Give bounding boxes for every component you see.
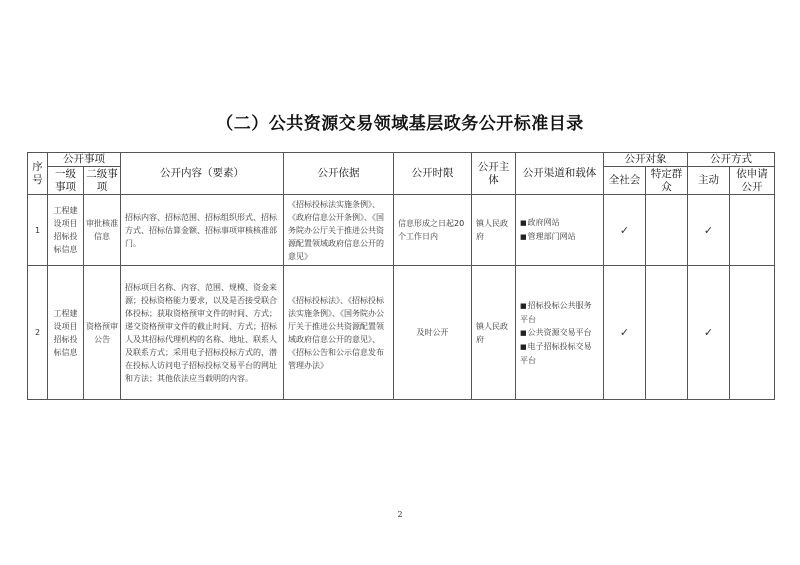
row-level2: 资格预审公告 — [84, 266, 121, 400]
header-level1: 一级事项 — [48, 167, 84, 195]
row-channels — [516, 195, 604, 266]
row-basis: 《招标投标法实施条例》、《政府信息公开条例》、《国务院办公厅关于推进公共资源配置领域政府信息公开的意见》 — [284, 195, 394, 266]
row-level1: 工程建设项目招标投标信息 — [48, 195, 84, 266]
header-matter: 公开事项 — [48, 153, 121, 167]
row-channels — [516, 266, 604, 400]
header-target: 公开对象 — [604, 153, 688, 167]
table-row — [28, 195, 775, 266]
header-method: 公开方式 — [688, 153, 775, 167]
row-public-check: ✓ — [604, 195, 646, 266]
header-seq: 序号 — [28, 153, 48, 195]
row-request-check — [730, 195, 775, 266]
page-title: （二）公共资源交易领域基层政务公开标准目录 — [216, 114, 584, 134]
header-time: 公开时限 — [394, 153, 472, 195]
header-basis: 公开依据 — [284, 153, 394, 195]
channel-item: ■ 政府网站 — [520, 216, 599, 230]
channel-item: ■ 电子招标投标交易平台 — [520, 340, 599, 367]
row-public-check: ✓ — [604, 266, 646, 400]
header-public: 全社会 — [604, 167, 646, 195]
row-active-check: ✓ — [688, 195, 730, 266]
header-content: 公开内容（要素） — [121, 153, 284, 195]
row-time: 及时公开 — [394, 266, 472, 400]
row-level2: 审批核准信息 — [84, 195, 121, 266]
row-content: 招标项目名称、内容、范围、规模、资金来源；投标资格能力要求，以及是否接受联合体投标；获取资格预审文件的时间、方式；递交资格预审文件的截止时间、方式；招标人及其招标代理机构的名称、地址、联系人及联系方式；采用电子招标投标方式的，潜在投标人访问电子招标投标交易平台的网址和方法；其他依法应当载明的内容。 — [121, 266, 284, 400]
row-request-check — [730, 266, 775, 400]
row-seq: 1 — [28, 195, 48, 266]
row-subject: 镇人民政府 — [472, 266, 516, 400]
channel-item: ■ 招标投标公共服务平台 — [520, 299, 599, 326]
row-specific-check — [646, 266, 688, 400]
header-level2: 二级事项 — [84, 167, 121, 195]
header-subject: 公开主体 — [472, 153, 516, 195]
page-number: 2 — [397, 510, 403, 519]
row-seq: 2 — [28, 266, 48, 400]
row-time: 信息形成之日起20个工作日内 — [394, 195, 472, 266]
row-level1: 工程建设项目招标投标信息 — [48, 266, 84, 400]
header-channel: 公开渠道和载体 — [516, 153, 604, 195]
row-specific-check — [646, 195, 688, 266]
table-row — [28, 266, 775, 400]
disclosure-catalog-table — [27, 152, 775, 400]
row-content: 招标内容、招标范围、招标组织形式、招标方式、招标估算金额、招标事项审核核准部门。 — [121, 195, 284, 266]
row-basis: 《招标投标法》、《招标投标法实施条例》、《国务院办公厅关于推进公共资源配置领域政府信息公开的意见》、《招标公告和公示信息发布管理办法》 — [284, 266, 394, 400]
header-request: 依申请公开 — [730, 167, 775, 195]
channel-item: ■ 公共资源交易平台 — [520, 326, 599, 340]
header-specific: 特定群众 — [646, 167, 688, 195]
row-active-check: ✓ — [688, 266, 730, 400]
header-active: 主动 — [688, 167, 730, 195]
channel-item: ■ 管理部门网站 — [520, 230, 599, 244]
row-subject: 镇人民政府 — [472, 195, 516, 266]
